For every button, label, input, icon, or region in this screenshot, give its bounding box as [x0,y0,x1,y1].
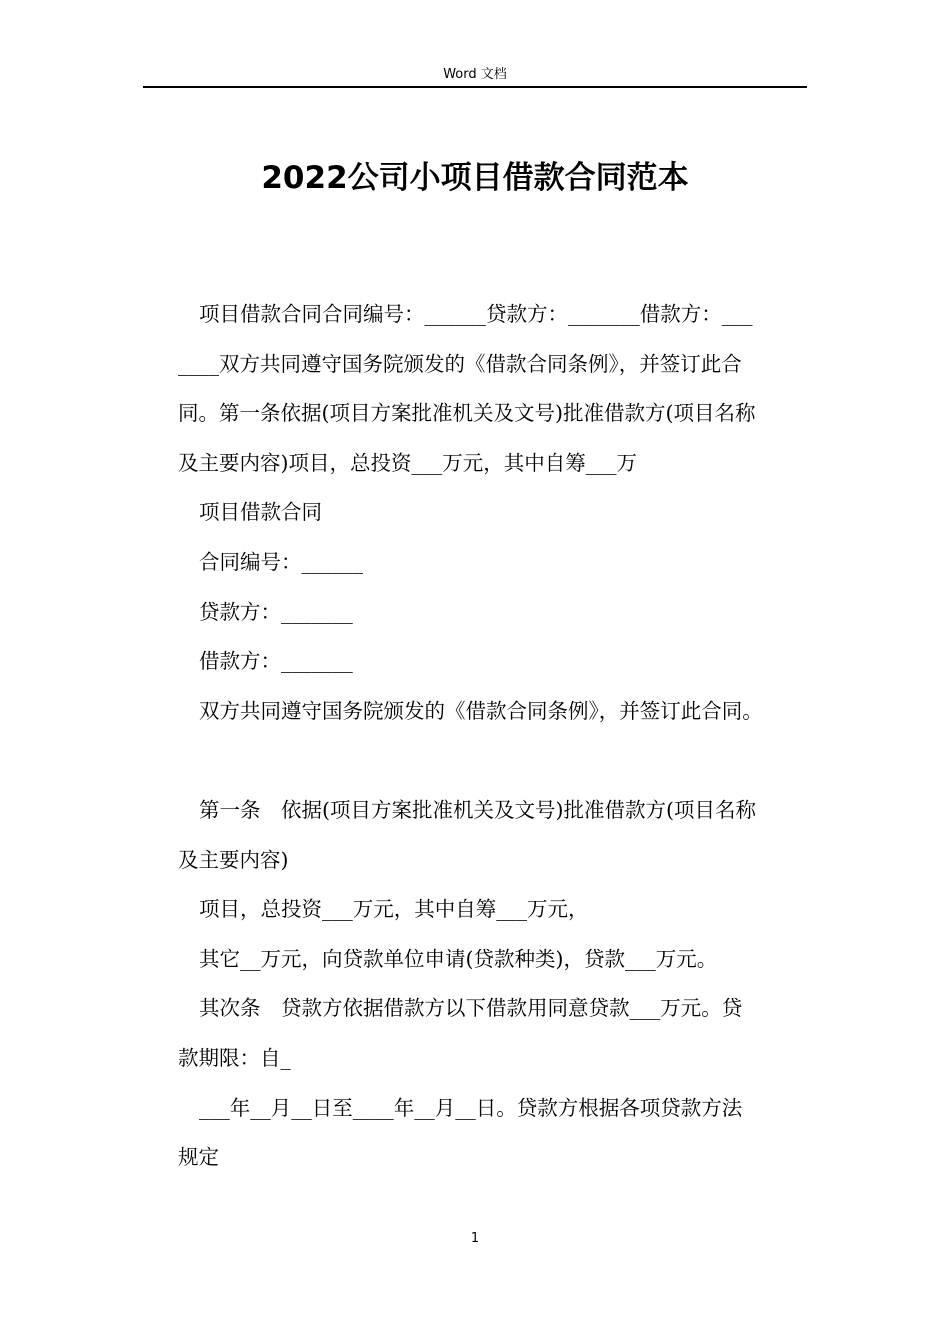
paragraph-line: 同。第一条依据(项目方案批准机关及文号)批准借款方(项目名称 [178,401,756,426]
blank-line [178,736,806,786]
paragraph-line: ___年__月__日至____年__月__日。贷款方根据各项贷款方法 [199,1095,743,1120]
paragraph-line: 及主要内容) [178,847,289,872]
document-body [178,290,806,1183]
page-number: 1 [470,1231,480,1246]
paragraph-line: 借款方：_______ [199,649,353,674]
paragraph-line: 合同编号：______ [199,549,363,574]
paragraph-line: 规定 [178,1145,219,1170]
page-header: Word 文档 [443,67,507,82]
paragraph-line: 贷款方：_______ [199,599,353,624]
paragraph-line: 其次条 贷款方依据借款方以下借款用同意贷款___万元。贷 [199,996,743,1021]
paragraph-line: 项目，总投资___万元，其中自筹___万元， [199,897,589,922]
paragraph-line: 项目借款合同合同编号：______贷款方：_______借款方：___ [199,302,753,326]
paragraph-line: 双方共同遵守国务院颁发的《借款合同条例》，并签订此合同。 [199,698,763,723]
header-divider [143,86,807,88]
document-title: 2022公司小项目借款合同范本 [261,160,689,196]
paragraph-line: 第一条 依据(项目方案批准机关及文号)批准借款方(项目名称 [199,797,756,822]
paragraph-line: 项目借款合同 [199,500,322,525]
paragraph-line: 其它__万元，向贷款单位申请(贷款种类)，贷款___万元。 [199,946,718,971]
paragraph-line: 及主要内容)项目，总投资___万元，其中自筹___万 [178,450,637,475]
paragraph-line: 款期限：自_ [178,1045,291,1070]
paragraph-line: ____双方共同遵守国务院颁发的《借款合同条例》，并签订此合 [178,351,742,376]
